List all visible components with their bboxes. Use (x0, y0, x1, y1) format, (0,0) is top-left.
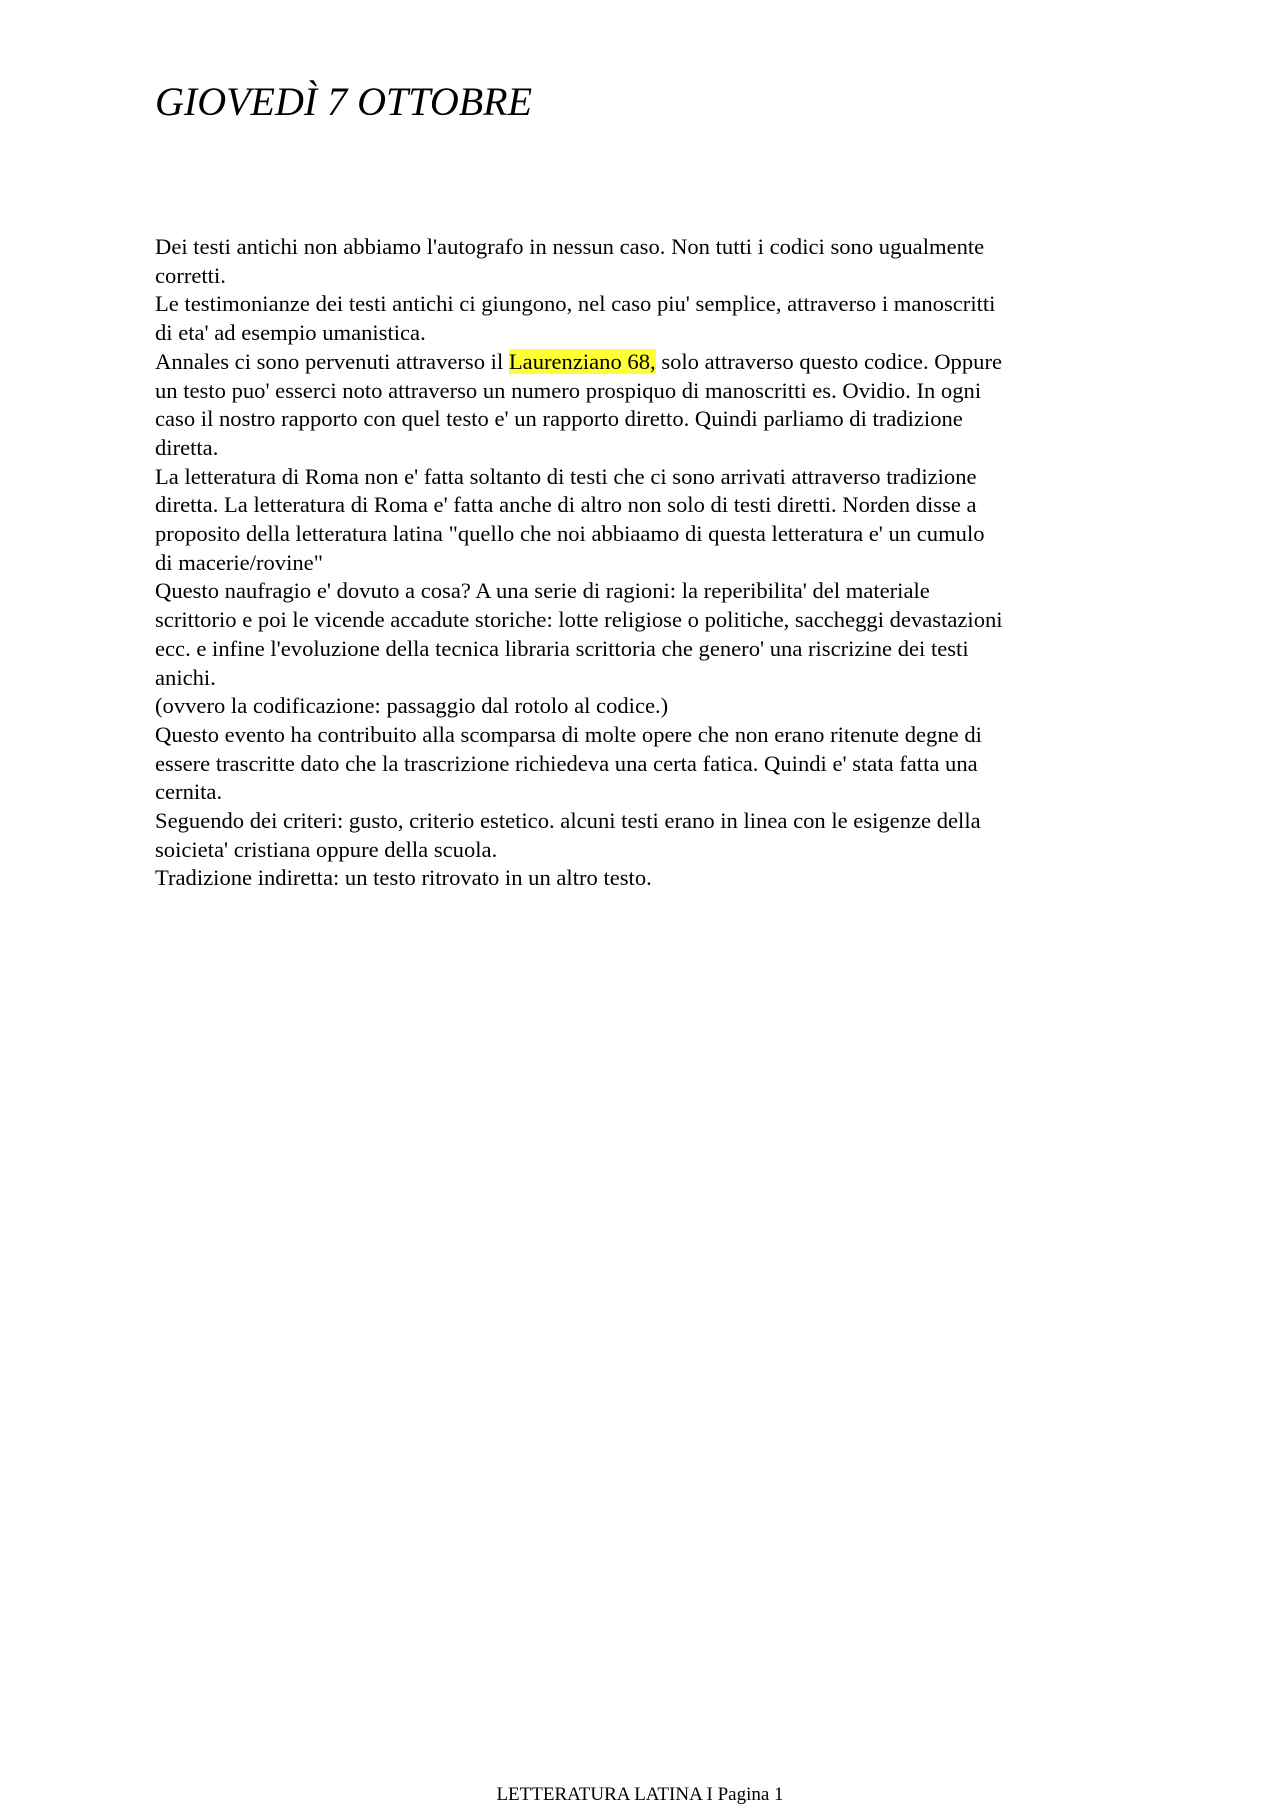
text-segment: solo attraverso questo codice. Oppure (655, 348, 1003, 374)
text-line: di eta' ad esempio umanistica. (155, 320, 426, 346)
document-body (155, 233, 1140, 893)
text-line: proposito della letteratura latina "quello che noi abbiaamo di questa letteratura e' un cumulo (155, 521, 985, 547)
text-line: Seguendo dei criteri: gusto, criterio estetico. alcuni testi erano in linea con le esigenze della (155, 808, 981, 834)
text-line: Le testimonianze dei testi antichi ci giungono, nel caso piu' semplice, attraverso i manoscritti (155, 291, 996, 317)
text-line: anichi. (155, 664, 216, 690)
text-line: un testo puo' esserci noto attraverso un numero prospiquo di manoscritti es. Ovidio. In ogni (155, 377, 982, 403)
text-line: corretti. (155, 262, 226, 288)
highlighted-text: Laurenziano 68, (508, 348, 656, 374)
text-line: di macerie/rovine" (155, 549, 323, 575)
text-line: scrittorio e poi le vicende accadute storiche: lotte religiose o politiche, saccheggi devastazioni (155, 607, 1003, 633)
text-line: cernita. (155, 779, 223, 805)
text-line: (ovvero la codificazione: passaggio dal rotolo al codice.) (155, 693, 669, 719)
text-line: Dei testi antichi non abbiamo l'autografo in nessun caso. Non tutti i codici sono ugualmente (155, 234, 985, 259)
text-line: Tradizione indiretta: un testo ritrovato in un altro testo. (155, 865, 652, 891)
text-line: Questo evento ha contribuito alla scomparsa di molte opere che non erano ritenute degne di (155, 721, 982, 747)
text-line: diretta. La letteratura di Roma e' fatta anche di altro non solo di testi diretti. Norden disse a (155, 492, 977, 518)
text-line: Questo naufragio e' dovuto a cosa? A una serie di ragioni: la reperibilita' del materiale (155, 578, 930, 604)
text-line-with-highlight (155, 348, 1140, 377)
text-segment: Annales ci sono pervenuti attraverso il (155, 348, 509, 374)
text-line: essere trascritte dato che la trascrizione richiedeva una certa fatica. Quindi e' stata fatta una (155, 750, 978, 776)
text-line: diretta. (155, 434, 219, 460)
text-line: caso il nostro rapporto con quel testo e' un rapporto diretto. Quindi parliamo di tradizione (155, 406, 963, 432)
page-title: GIOVEDÌ 7 OTTOBRE (155, 79, 533, 124)
text-line: ecc. e infine l'evoluzione della tecnica libraria scrittoria che genero' una riscrizine dei testi (155, 635, 969, 661)
text-line: soicieta' cristiana oppure della scuola. (155, 836, 498, 862)
page-footer: LETTERATURA LATINA I Pagina 1 (496, 1784, 784, 1805)
text-line: La letteratura di Roma non e' fatta soltanto di testi che ci sono arrivati attraverso tradizione (155, 463, 977, 489)
